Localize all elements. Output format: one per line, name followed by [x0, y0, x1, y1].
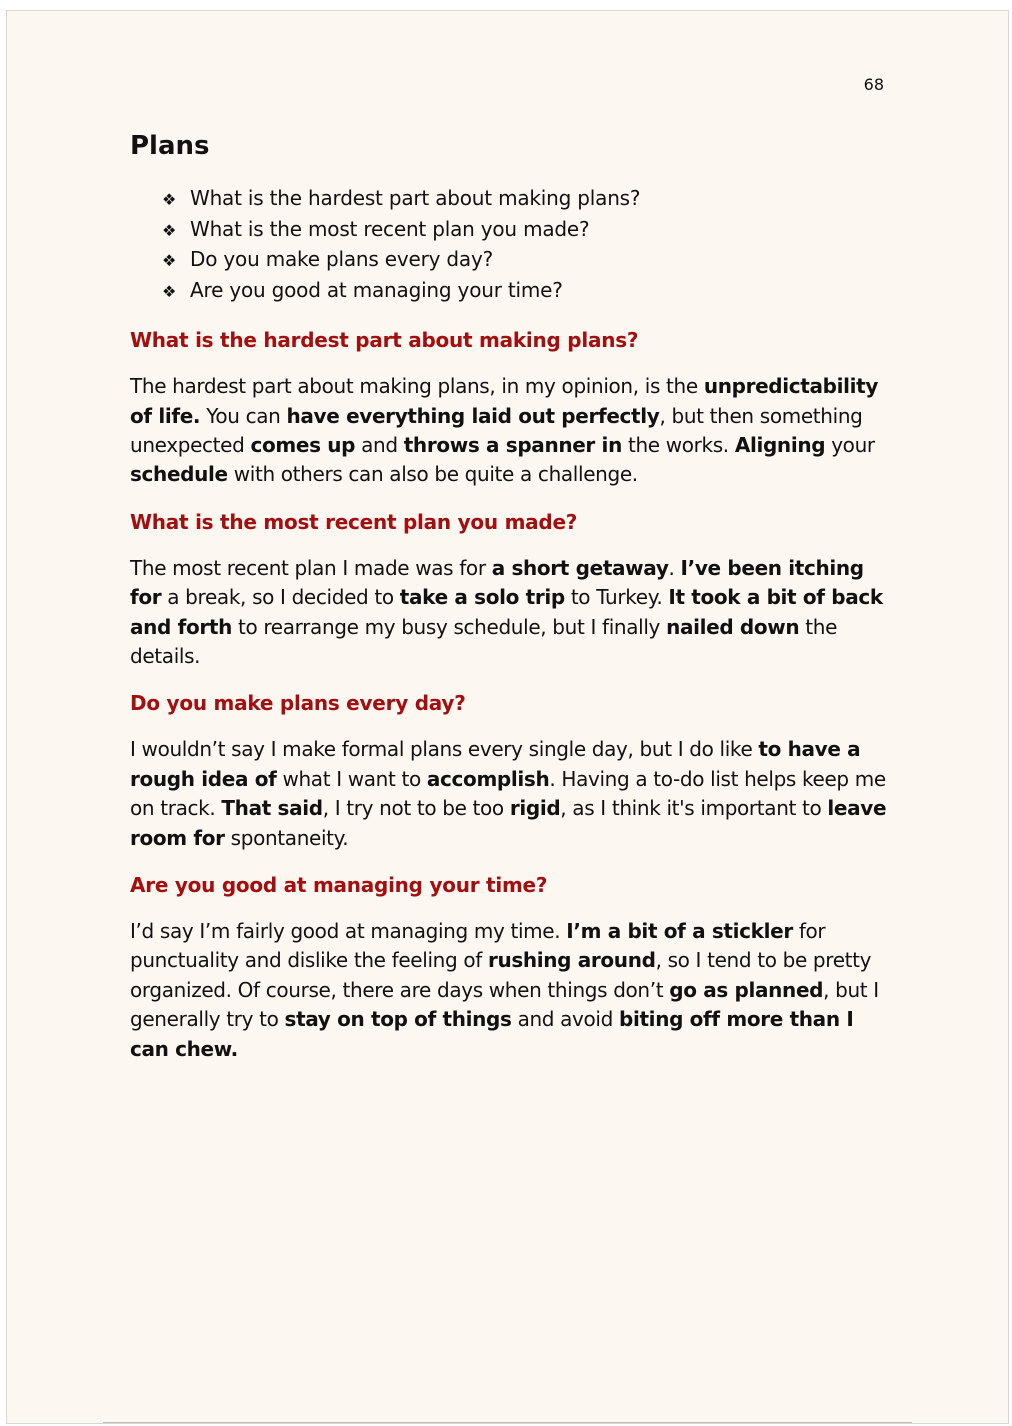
question-list-item	[162, 245, 888, 276]
section-heading: Are you good at managing your time?	[130, 873, 548, 898]
bold-phrase: throws a spanner in	[403, 433, 622, 457]
bold-phrase: nailed down	[666, 614, 800, 639]
text-run: I’d say I’m fairly good at managing my time.	[130, 919, 567, 944]
bold-phrase: accomplish	[426, 766, 550, 791]
bold-phrase: have everything laid out perfectly	[286, 403, 660, 428]
bold-phrase: unpredictability of life.	[130, 374, 879, 428]
bold-phrase: I’ve been itching for	[130, 555, 864, 610]
text-run: your	[825, 433, 875, 457]
question-list-item	[162, 215, 888, 246]
text-run: , but then something unexpected	[130, 403, 863, 457]
bold-phrase: take a solo trip	[399, 585, 565, 610]
text-run: You can	[200, 403, 287, 428]
text-run: to rearrange my busy schedule, but I finally	[231, 614, 667, 639]
page-content	[130, 131, 888, 1084]
page-title: Plans	[130, 131, 210, 161]
text-run: to Turkey.	[564, 585, 669, 610]
question-text: What is the most recent plan you made?	[190, 216, 590, 241]
section-managing-time	[130, 873, 888, 1064]
page-bottom-edge	[103, 1422, 912, 1423]
bold-phrase: I’m a bit of a stickler	[566, 919, 793, 944]
text-run: , I try not to be too	[322, 796, 510, 821]
bold-phrase: That said	[221, 796, 323, 821]
answer-paragraph	[130, 735, 888, 853]
question-list-item	[162, 184, 888, 215]
text-run: and	[355, 433, 404, 457]
text-run: for punctuality and dislike the feeling of	[130, 919, 826, 973]
section-recent-plan	[130, 510, 888, 672]
answer-paragraph	[130, 917, 888, 1064]
text-run: The hardest part about making plans, in my opinion, is the	[130, 374, 704, 399]
answer-paragraph	[130, 372, 888, 490]
question-text: What is the hardest part about making plans?	[190, 186, 641, 211]
section-heading: Do you make plans every day?	[130, 691, 466, 716]
bold-phrase: biting off more than I can chew.	[130, 1007, 854, 1061]
diamond-bullet-icon: ❖	[162, 190, 177, 210]
question-text: Do you make plans every day?	[190, 247, 493, 272]
question-list	[130, 184, 888, 306]
answer-paragraph	[130, 554, 888, 672]
bold-phrase: a short getaway	[491, 555, 669, 580]
section-hardest-part	[130, 328, 888, 490]
text-run: a break, so I decided to	[161, 585, 400, 610]
text-run: .	[668, 555, 681, 580]
text-run: with others can also be quite a challenge.	[227, 462, 638, 487]
question-text: Are you good at managing your time?	[190, 277, 563, 302]
bold-phrase: Aligning	[734, 433, 826, 457]
text-run: what I want to	[276, 766, 427, 791]
text-run: I wouldn’t say I make formal plans every single day, but I do like	[130, 737, 759, 762]
diamond-bullet-icon: ❖	[162, 251, 177, 271]
text-run: , so I tend to be pretty organized. Of course, there are days when things don’t	[130, 948, 872, 1002]
bold-phrase: schedule	[130, 462, 228, 487]
bold-phrase: comes up	[250, 433, 356, 457]
document-page	[6, 10, 1009, 1424]
bold-phrase: stay on top of things	[284, 1007, 512, 1032]
text-run: the details.	[130, 614, 838, 669]
text-run: . Having a to-do list helps keep me on track.	[130, 766, 886, 821]
text-run: spontaneity.	[224, 825, 349, 850]
bold-phrase: rushing around	[487, 948, 656, 973]
diamond-bullet-icon: ❖	[162, 281, 177, 301]
bold-phrase: to have a rough idea of	[130, 737, 861, 791]
text-run: the works.	[621, 433, 735, 457]
section-plans-every-day	[130, 691, 888, 853]
section-heading: What is the hardest part about making plans?	[130, 328, 639, 353]
text-run: , but I generally try to	[130, 977, 879, 1032]
text-run: and avoid	[511, 1007, 619, 1032]
bold-phrase: It took a bit of back and forth	[130, 585, 883, 639]
bold-phrase: rigid	[509, 796, 561, 821]
text-run: , as I think it's important to	[560, 796, 828, 821]
bold-phrase: go as planned	[669, 977, 824, 1002]
page-number: 68	[863, 75, 884, 94]
section-heading: What is the most recent plan you made?	[130, 509, 578, 534]
text-run: The most recent plan I made was for	[130, 555, 492, 580]
question-list-item	[162, 276, 888, 307]
bold-phrase: leave room for	[130, 796, 887, 850]
diamond-bullet-icon: ❖	[162, 220, 177, 240]
